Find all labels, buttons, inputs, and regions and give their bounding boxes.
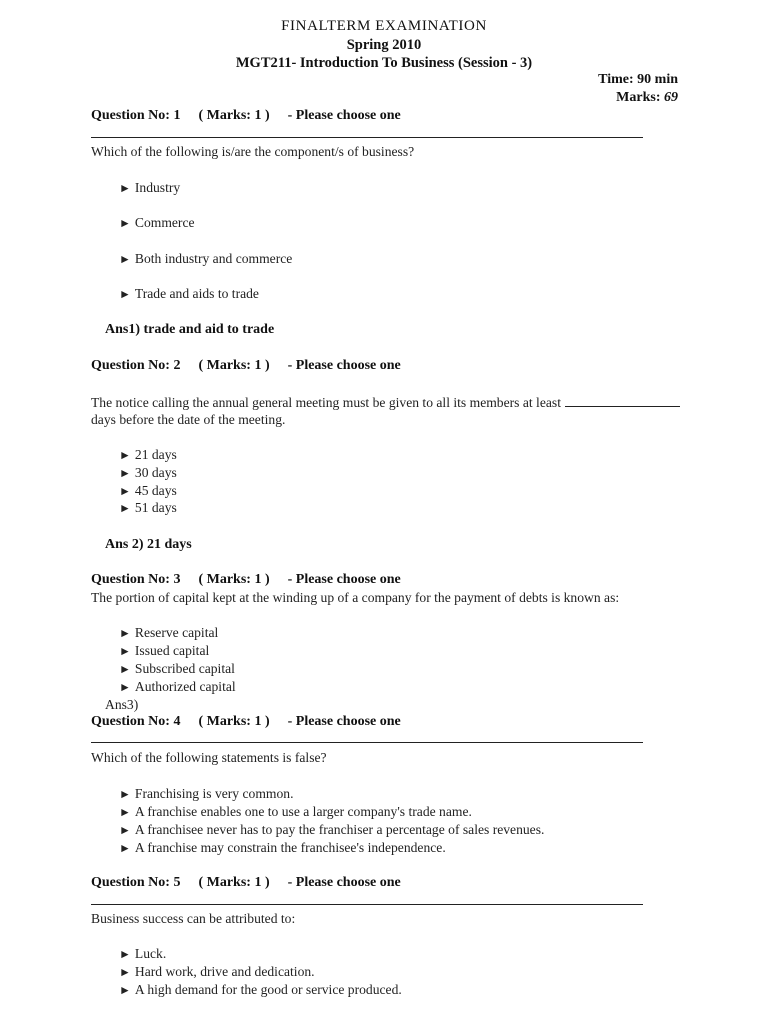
question-marks: ( Marks: 1 ) <box>198 572 270 587</box>
option: ► Luck. <box>119 946 167 961</box>
exam-title: FINALTERM EXAMINATION <box>281 18 487 34</box>
pointer-icon: ► <box>119 965 131 979</box>
pointer-icon: ► <box>119 841 131 855</box>
question-3-text: The portion of capital kept at the winding up of a company for the payment of debts is known as: <box>91 590 620 605</box>
pointer-icon: ► <box>119 787 131 801</box>
option: ► Franchising is very common. <box>119 786 294 801</box>
option: ► Authorized capital <box>119 679 236 694</box>
pointer-icon: ► <box>119 252 131 266</box>
option: ► Both industry and commerce <box>119 251 293 266</box>
option: ► A high demand for the good or service produced. <box>119 982 402 997</box>
option: ► Commerce <box>119 215 195 230</box>
pointer-icon: ► <box>119 644 131 658</box>
option: ► Hard work, drive and dedication. <box>119 964 315 979</box>
option: ► 51 days <box>119 500 177 515</box>
question-number: Question No: 3 <box>91 572 181 587</box>
option: ► Reserve capital <box>119 625 219 640</box>
question-3-answer: Ans3) <box>105 697 139 712</box>
option: ► Issued capital <box>119 643 210 658</box>
divider <box>91 137 643 138</box>
question-number: Question No: 2 <box>91 358 181 373</box>
question-number: Question No: 5 <box>91 875 181 890</box>
question-2-answer: Ans 2) 21 days <box>105 537 192 552</box>
pointer-icon: ► <box>119 823 131 837</box>
pointer-icon: ► <box>119 626 131 640</box>
question-prompt: - Please choose one <box>287 875 401 890</box>
option: ► A franchise may constrain the franchisee's independence. <box>119 840 446 855</box>
divider <box>91 904 643 905</box>
pointer-icon: ► <box>119 216 131 230</box>
option: ► 45 days <box>119 483 177 498</box>
time-limit: Time: 90 min <box>598 72 678 87</box>
question-2-header <box>91 357 401 375</box>
pointer-icon: ► <box>119 680 131 694</box>
question-prompt: - Please choose one <box>287 572 401 587</box>
question-4-text: Which of the following statements is false? <box>91 750 327 765</box>
pointer-icon: ► <box>119 287 131 301</box>
question-number: Question No: 1 <box>91 108 181 123</box>
option: ► 21 days <box>119 447 177 462</box>
question-prompt: - Please choose one <box>287 108 401 123</box>
pointer-icon: ► <box>119 466 131 480</box>
pointer-icon: ► <box>119 662 131 676</box>
option: ► Subscribed capital <box>119 661 235 676</box>
option: ► Trade and aids to trade <box>119 286 259 301</box>
pointer-icon: ► <box>119 983 131 997</box>
option: ► Industry <box>119 180 181 195</box>
question-2-text-line1: The notice calling the annual general meeting must be given to all its members at least <box>91 393 680 412</box>
option: ► 30 days <box>119 465 177 480</box>
total-marks-label: Marks: <box>616 90 664 105</box>
pointer-icon: ► <box>119 181 131 195</box>
question-5-header <box>91 874 401 892</box>
exam-term: Spring 2010 <box>346 37 422 53</box>
question-1-answer: Ans1) trade and aid to trade <box>105 322 275 337</box>
question-number: Question No: 4 <box>91 714 181 729</box>
question-5-text: Business success can be attributed to: <box>91 911 296 926</box>
question-marks: ( Marks: 1 ) <box>198 108 270 123</box>
option: ► A franchisee never has to pay the franchiser a percentage of sales revenues. <box>119 822 545 837</box>
question-marks: ( Marks: 1 ) <box>198 875 270 890</box>
divider <box>91 742 643 743</box>
question-marks: ( Marks: 1 ) <box>198 714 270 729</box>
question-marks: ( Marks: 1 ) <box>198 358 270 373</box>
pointer-icon: ► <box>119 484 131 498</box>
pointer-icon: ► <box>119 947 131 961</box>
question-2-text-line2: days before the date of the meeting. <box>91 412 286 427</box>
fill-in-blank <box>565 393 680 407</box>
question-prompt: - Please choose one <box>287 358 401 373</box>
question-4-header <box>91 713 401 731</box>
question-3-header <box>91 571 401 589</box>
pointer-icon: ► <box>119 805 131 819</box>
total-marks-value: 69 <box>664 90 678 105</box>
question-1-text: Which of the following is/are the component/s of business? <box>91 144 415 159</box>
option: ► A franchise enables one to use a larger company's trade name. <box>119 804 472 819</box>
course-title: MGT211- Introduction To Business (Session - 3) <box>235 55 533 71</box>
total-marks <box>616 89 678 107</box>
pointer-icon: ► <box>119 448 131 462</box>
question-1-header <box>91 107 401 125</box>
pointer-icon: ► <box>119 501 131 515</box>
question-prompt: - Please choose one <box>287 714 401 729</box>
